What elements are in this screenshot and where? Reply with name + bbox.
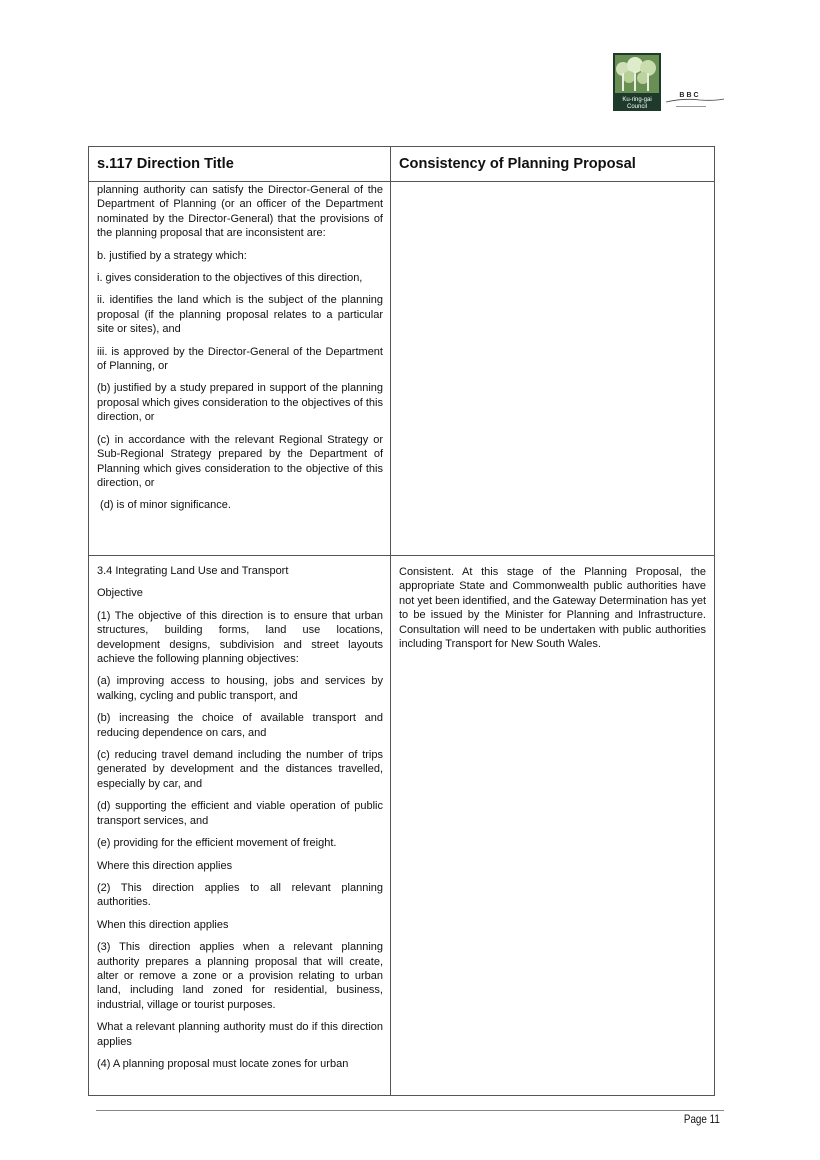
- direction-paragraph: planning authority can satisfy the Director-General of the Department of Planning (or an officer of the Department nominated by the Director-General) that the provisions of the planning proposal that are inconsistent are:: [97, 184, 383, 240]
- direction-paragraph: (c) reducing travel demand including the number of trips generated by development and the distances travelled, especially by car, and: [97, 749, 383, 790]
- bbc-logo-text: BBC: [679, 92, 701, 99]
- table-row: [89, 182, 715, 556]
- s117-direction-table: [88, 146, 715, 1096]
- direction-paragraph: (e) providing for the efficient movement of freight.: [97, 837, 337, 850]
- header-direction-title: s.117 Direction Title: [89, 147, 391, 182]
- header-consistency: Consistency of Planning Proposal: [391, 147, 715, 182]
- direction-paragraph: (4) A planning proposal must locate zones for urban: [97, 1057, 349, 1070]
- direction-paragraph: b. justified by a strategy which:: [97, 249, 247, 262]
- page-number: Page 11: [684, 1112, 720, 1126]
- direction-subheading: What a relevant planning authority must do if this direction applies: [97, 1021, 383, 1048]
- direction-paragraph: iii. is approved by the Director-General of the Department of Planning, or: [97, 345, 383, 373]
- direction-cell: [89, 182, 391, 556]
- table-row: [89, 556, 715, 1096]
- direction-paragraph: (c) in accordance with the relevant Regional Strategy or Sub-Regional Strategy prepared by the Department of Planning which gives consideration to the objective of this direction, or: [97, 433, 383, 489]
- council-logo-text-1: Ku-ring-gai: [622, 97, 652, 103]
- direction-paragraph: i. gives consideration to the objectives of this direction,: [97, 272, 363, 285]
- council-logo-text-2: Council: [626, 104, 648, 110]
- direction-paragraph: (a) improving access to housing, jobs and services by walking, cycling and public transport, and: [97, 675, 383, 702]
- direction-paragraph: (b) justified by a study prepared in support of the planning proposal which gives consideration to the objectives of this direction, or: [97, 382, 383, 424]
- consistency-cell: [391, 182, 715, 556]
- direction-subheading: When this direction applies: [97, 918, 229, 931]
- direction-cell: [89, 556, 391, 1096]
- consistency-cell: [391, 556, 715, 1096]
- table-header-row: [89, 147, 715, 182]
- direction-paragraph: (2) This direction applies to all relevant planning authorities.: [97, 881, 383, 909]
- direction-paragraph: (d) supporting the efficient and viable operation of public transport services, and: [97, 800, 383, 827]
- direction-paragraph: (1) The objective of this direction is to ensure that urban structures, building forms, land use locations, development designs, subdivision and street layouts achieve the following planning objectives:: [97, 609, 383, 666]
- direction-paragraph: (d) is of minor significance.: [97, 499, 231, 512]
- direction-paragraph: (b) increasing the choice of available transport and reducing dependence on cars, and: [97, 712, 383, 739]
- direction-heading: 3.4 Integrating Land Use and Transport: [97, 565, 289, 577]
- direction-subheading: Objective: [97, 587, 143, 600]
- bbc-logo: [664, 88, 726, 114]
- direction-paragraph: ii. identifies the land which is the subject of the planning proposal (if the planning proposal relates to a particular site or sites), and: [97, 294, 383, 336]
- direction-subheading: Where this direction applies: [97, 859, 233, 872]
- direction-paragraph: (3) This direction applies when a relevant planning authority prepares a planning proposal that will create, alter or remove a zone or a provision relating to urban land, including land zoned for residential, business, industrial, village or tourist purposes.: [97, 941, 383, 1011]
- council-logo: [613, 53, 661, 111]
- consistency-text: Consistent. At this stage of the Planning Proposal, the appropriate State and Commonwealth public authorities have not yet been identified, and the Gateway Determination has yet to be issued by the Minister for Planning and Infrastructure. Consultation will need to be undertaken with public authorities including Transport for New South Wales.: [399, 566, 706, 651]
- footer-divider: [96, 1110, 724, 1111]
